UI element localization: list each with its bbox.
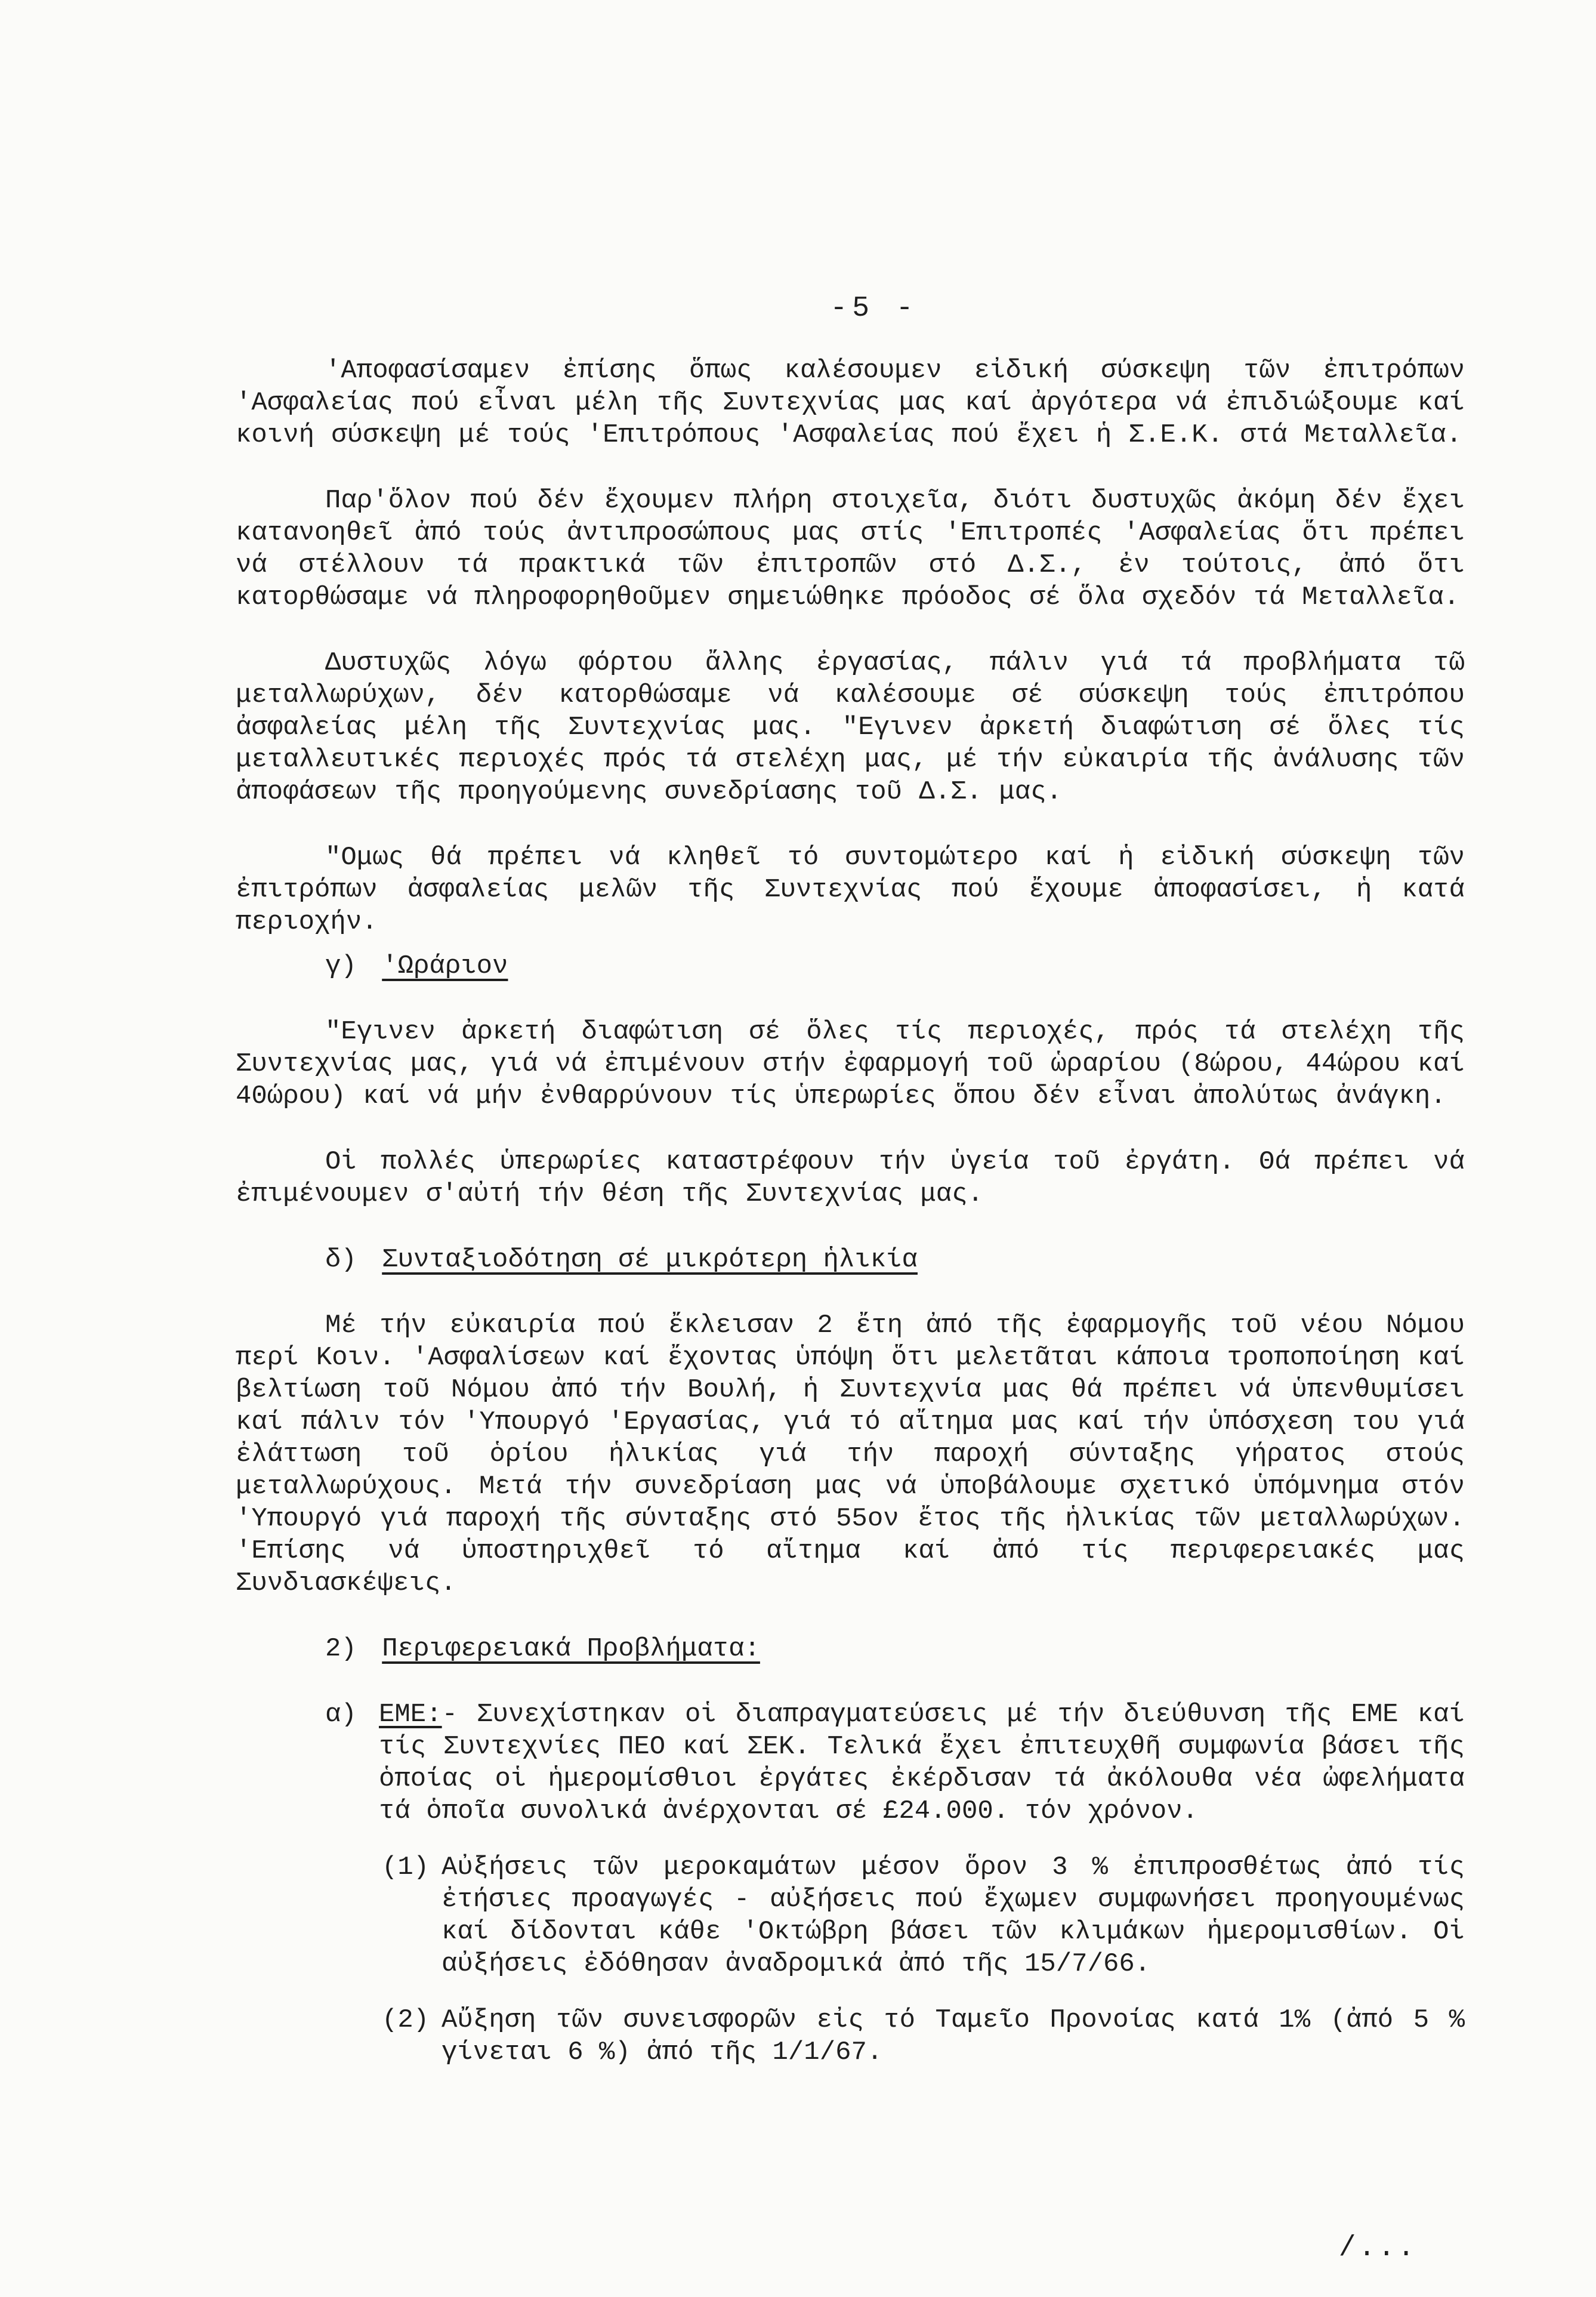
region-marker: α) [325,1700,357,1729]
item-marker: (2) [382,2005,430,2035]
paragraph-progress: Παρ'ὅλον πού δέν ἔχουμεν πλήρη στοιχεῖα, διότι δυστυχῶς ἀκόμη δέν ἔχει κατανοηθεῖ ἀπό τούς ἀντιπροσώπους μας στίς 'Επιτροπές 'Ασφαλείας ὅτι πρέπει νά στέλλουν τά πρακτικά τῶν ἐπιτροπῶν στό Δ.Σ., ἐν τούτοις, ἀπό ὅτι κατορθώσαμε νά πληροφορηθοῦμεν σημειώθηκε πρόοδος σέ ὅλα σχεδόν τά Μεταλλεῖα. [236,486,1465,612]
paragraph-safety-meeting: 'Αποφασίσαμεν ἐπίσης ὅπως καλέσουμεν εἰδική σύσκεψη τῶν ἐπιτρόπων 'Ασφαλείας πού εἶναι μέλη τῆς Συντεχνίας μας καί ἀργότερα νά ἐπιδιώξουμε καί κοινή σύσκεψη μέ τούς 'Επιτρόπους 'Ασφαλείας πού ἔχει ἡ Σ.Ε.Κ. στά Μεταλλεῖα. [236,356,1465,450]
page-number: -5 - [830,292,918,325]
region-eme [325,1698,1465,1827]
heading-title: Συνταξιοδότηση σέ μικρότερη ἡλικία [382,1245,918,1275]
document-page [236,292,1465,2092]
continued-marker: /... [1338,2232,1417,2264]
list-item [382,1851,1465,1980]
paragraph-special-meeting: "Ομως θά πρέπει νά κληθεῖ τό συντομώτερο καί ἡ εἰδική σύσκεψη τῶν ἐπιτρόπων ἀσφαλείας μελῶν τῆς Συντεχνίας πού ἔχουμε ἀποφασίσει, ἡ κατά περιοχήν. [236,843,1465,937]
paragraph-hours-info: "Εγινεν ἀρκετή διαφώτιση σέ ὅλες τίς περιοχές, πρός τά στελέχη τῆς Συντεχνίας μας, γιά νά ἐπιμένουν στήν ἐφαρμογή τοῦ ὡραρίου (8ώρου, 44ώρου καί 40ώρου) καί νά μήν ἐνθαρρύνουν τίς ὑπερωρίες ὅπου δέν εἶναι ἀπολύτως ἀνάγκη. [236,1017,1465,1111]
region-content [379,1698,1465,1827]
region-text: - Συνεχίστηκαν οἱ διαπραγματεύσεις μέ τήν διεύθυνση τῆς ΕΜΕ καί τίς Συντεχνίες ΠΕΟ καί ΣΕΚ. Τελικά ἔχει ἐπιτευχθῆ συμφωνία βάσει τῆς ὁποίας οἱ ἡμερομίσθιοι ἐργάτες ἐκέρδισαν τά ἀκόλουθα νέα ὠφελήματα τά ὁποῖα συνολικά ἀνέρχονται σέ £24.000. τόν χρόνον. [379,1700,1465,1826]
paragraph-pension-law: Μέ τήν εὐκαιρία πού ἔκλεισαν 2 ἔτη ἀπό τῆς ἐφαρμογῆς τοῦ νέου Νόμου περί Κοιν. 'Ασφαλίσεων καί ἔχοντας ὑπόψη ὅτι μελετᾶται κάποια τροποποίηση καί βελτίωση τοῦ Νόμου ἀπό τήν Βουλή, ἡ Συντεχνία μας θά πρέπει νά ὑπενθυμίσει καί πάλιν τόν 'Υπουργό 'Εργασίας, γιά τό αἴτημα μας καί τήν ὑπόσχεση του γιά ἐλάττωση τοῦ ὁρίου ἡλικίας γιά τήν παροχή σύνταξης γήρατος στούς μεταλλωρύχους. Μετά τήν συνεδρίαση μας νά ὑποβάλουμε σχετικό ὑπόμνημα στόν 'Υπουργό γιά παροχή τῆς σύνταξης στό 55ον ἔτος τῆς ἡλικίας τῶν μεταλλωρύχων. 'Επίσης νά ὑποστηριχθεῖ τό αἴτημα καί ἀπό τίς περιφερειακές μας Συνδιασκέψεις. [236,1311,1465,1598]
item-text: Αὐξήσεις τῶν μεροκαμάτων μέσον ὅρον 3 % ἐπιπροσθέτως ἀπό τίς ἐτήσιες προαγωγές - αὐξήσεις πού ἔχωμεν συμφωνήσει προηγουμένως καί δίδονται κάθε 'Οκτώβρη βάσει τῶν κλιμάκων ἡμερομισθίων. Οἱ αὐξήσεις ἐδόθησαν ἀναδρομικά ἀπό τῆς 15/7/66. [442,1852,1465,1979]
heading-marker: 2) [325,1634,357,1664]
heading-marker: δ) [325,1245,357,1275]
heading-title: 'Ωράριον [382,951,508,981]
region-name: ΕΜΕ: [379,1700,442,1729]
item-text: Αὔξηση τῶν συνεισφορῶν εἰς τό Ταμεῖο Προνοίας κατά 1% (ἀπό 5 % γίνεται 6 %) ἀπό τῆς 1/1/67. [442,2005,1465,2067]
paragraph-overtime: Οἱ πολλές ὑπερωρίες καταστρέφουν τήν ὑγεία τοῦ ἐργάτη. Θά πρέπει νά ἐπιμένουμεν σ'αὐτή τήν θέση τῆς Συντεχνίας μας. [236,1147,1465,1209]
heading-title: Περιφερειακά Προβλήματα: [382,1634,760,1664]
paragraph-workload: Δυστυχῶς λόγω φόρτου ἄλλης ἐργασίας, πάλιν γιά τά προβλήματα τῶ μεταλλωρύχων, δέν κατορθώσαμε νά καλέσουμε σέ σύσκεψη τούς ἐπιτρόπου ἀσφαλείας μέλη τῆς Συντεχνίας μας. "Εγινεν ἀρκετή διαφώτιση σέ ὅλες τίς μεταλλευτικές περιοχές πρός τά στελέχη μας, μέ τήν εὐκαιρία τῆς ἀνάλυσης τῶν ἀποφάσεων τῆς προηγούμενης συνεδρίασης τοῦ Δ.Σ. μας. [236,648,1465,807]
heading-early-pension [325,1244,1465,1276]
heading-marker: γ) [325,951,357,981]
heading-working-hours [325,950,1465,982]
list-item [382,2004,1465,2068]
item-marker: (1) [382,1852,430,1882]
heading-regional-problems [325,1633,1465,1665]
